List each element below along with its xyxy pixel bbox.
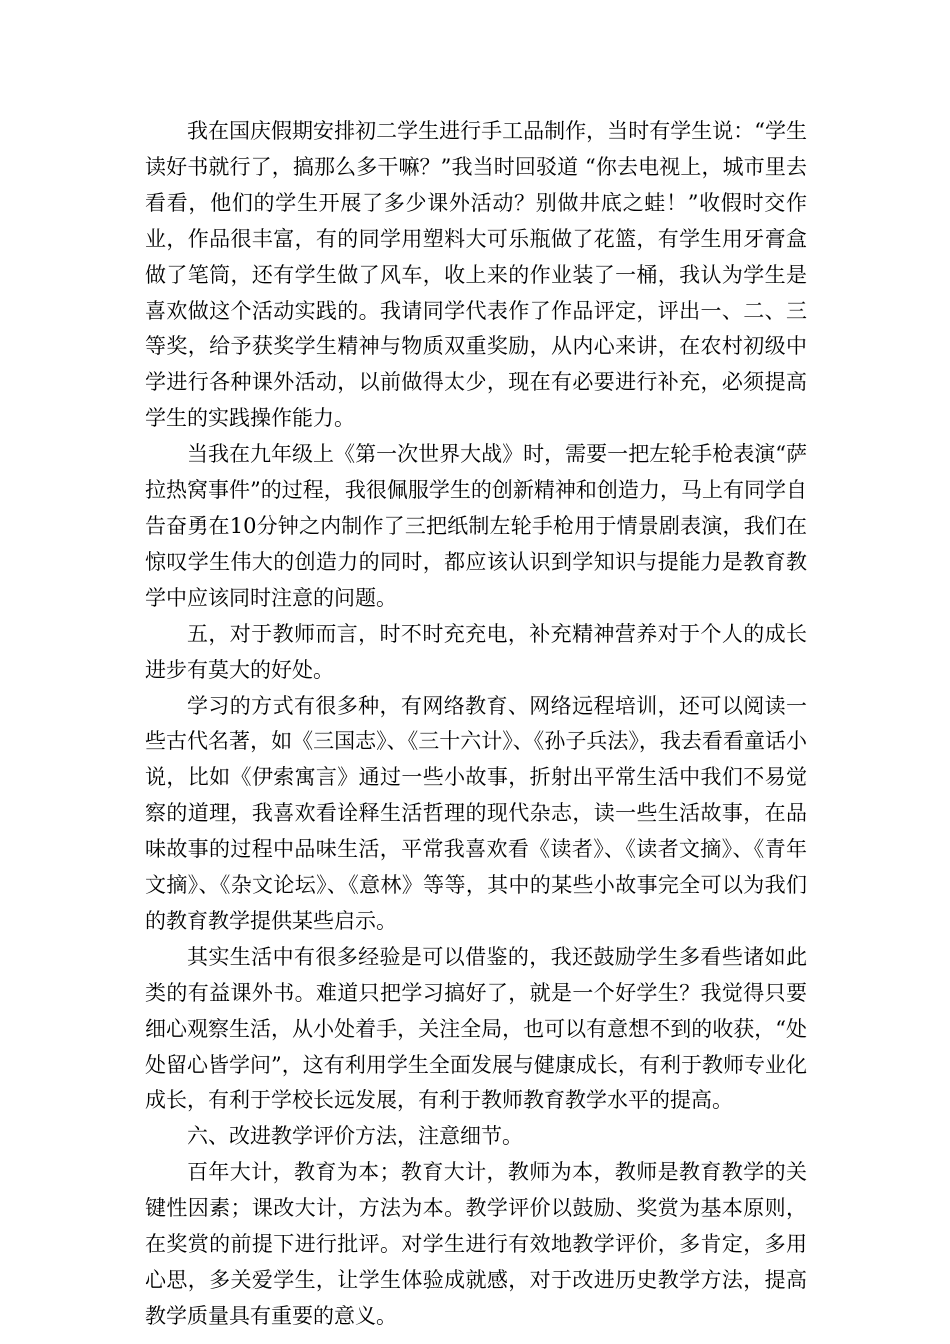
paragraph-point-six-heading: 六、改进教学评价方法，注意细节。 [187, 1124, 523, 1149]
paragraph-handicraft-activity: 我在国庆假期安排初二学生进行手工品制作，当时有学生说：“学生读好书就行了，搞那么多干嘛？”我当时回驳道 “你去电视上，城市里去看看，他们的学生开展了多少课外活动？别做井底之蛙！”收假时交作业，作品很丰富，有的同学用塑料大可乐瓶做了花篮，有学生用牙膏盒做了笔筒，还有学生做了风车，收上来的作业装了一桶，我认为学生是喜欢做这个活动实践的。我请同学代表作了作品评定，评出一、二、三等奖，给予获奖学生精神与物质双重奖励，从内心来讲，在农村初级中学进行各种课外活动，以前做得太少，现在有必要进行补充，必须提高学生的实践操作能力。 [145, 119, 807, 431]
document-body [145, 114, 807, 1335]
paragraph-teaching-evaluation: 百年大计，教育为本；教育大计，教师为本，教师是教育教学的关键性因素；课改大计，方法为本。教学评价以鼓励、奖赏为基本原则，在奖赏的前提下进行批评。对学生进行有效地教学评价，多肯定，多用心思，多关爱学生，让学生体验成就感，对于改进历史教学方法，提高教学质量具有重要的意义。 [145, 1160, 807, 1328]
paragraph-world-war-lesson: 当我在九年级上《第一次世界大战》时，需要一把左轮手枪表演“萨拉热窝事件”的过程，我很佩服学生的创新精神和创造力，马上有同学自告奋勇在10分钟之内制作了三把纸制左轮手枪用于情景剧表演，我们在惊叹学生伟大的创造力的同时，都应该认识到学知识与提能力是教育教学中应该同时注意的问题。 [145, 442, 807, 610]
paragraph-point-five-heading: 五，对于教师而言，时不时充充电，补充精神营养对于个人的成长进步有莫大的好处。 [145, 621, 807, 682]
paragraph-learning-methods: 学习的方式有很多种，有网络教育、网络远程培训，还可以阅读一些古代名著，如《三国志》、《三十六计》、《孙子兵法》，我去看看童话小说，比如《伊索寓言》通过一些小故事，折射出平常生活中我们不易觉察的道理，我喜欢看诠释生活哲理的现代杂志，读一些生活故事，在品味故事的过程中品味生活，平常我喜欢看《读者》、《读者文摘》、《青年文摘》、《杂文论坛》、《意林》等等，其中的某些小故事完全可以为我们的教育教学提供某些启示。 [145, 693, 807, 933]
paragraph-life-experience: 其实生活中有很多经验是可以借鉴的，我还鼓励学生多看些诸如此类的有益课外书。难道只把学习搞好了，就是一个好学生？我觉得只要细心观察生活，从小处着手，关注全局，也可以有意想不到的收获，“处处留心皆学问”，这有利用学生全面发展与健康成长，有利于教师专业化成长，有利于学校长远发展，有利于教师教育教学水平的提高。 [145, 944, 807, 1113]
